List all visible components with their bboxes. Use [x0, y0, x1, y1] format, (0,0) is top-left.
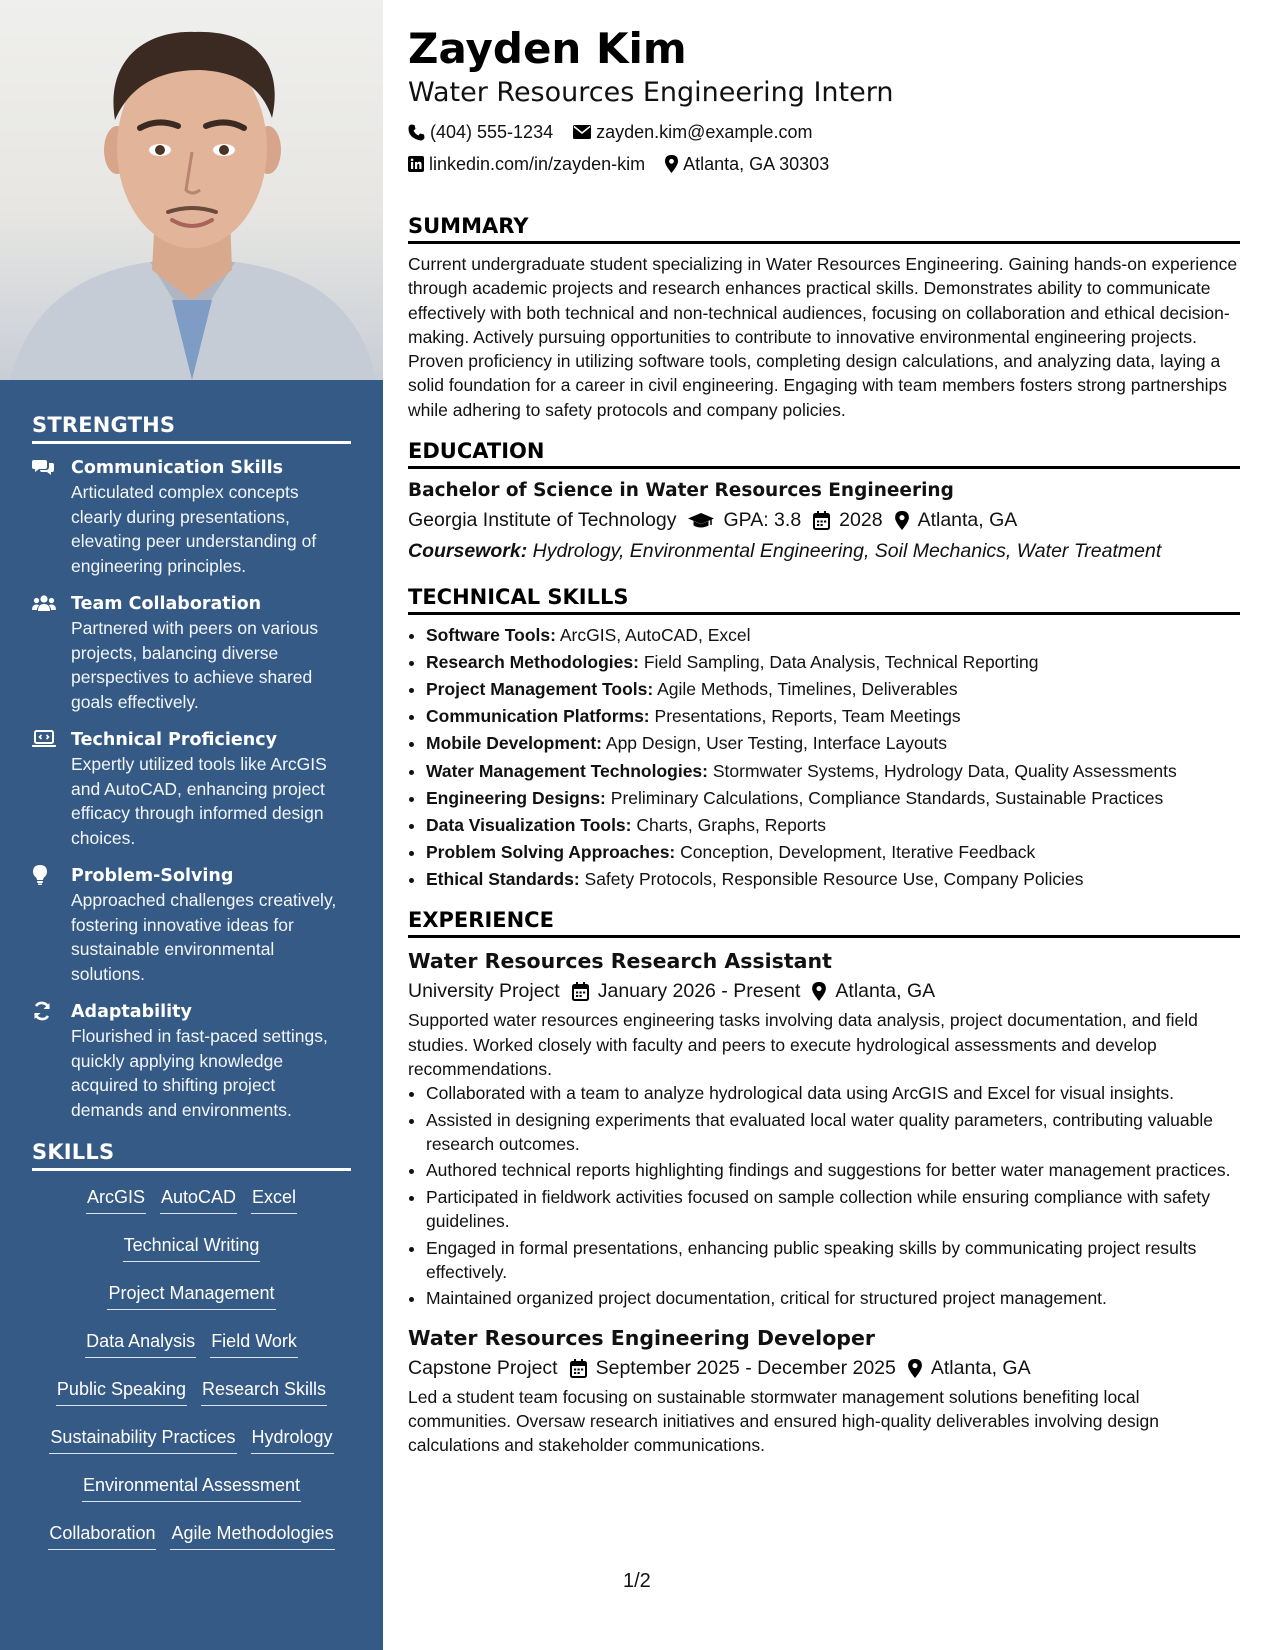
org-text: University Project [408, 980, 560, 1003]
skill-value: Conception, Development, Iterative Feedback [680, 841, 1036, 862]
phone-contact [408, 116, 553, 148]
school-text: Georgia Institute of Technology [408, 509, 677, 532]
list-item: • Collaborated with a team to analyze hydrological data using ArcGIS and Excel for visual insights. [426, 1081, 1240, 1105]
skill-label: Water Management Technologies: [426, 760, 708, 781]
location-contact [665, 148, 829, 180]
calendar-icon [813, 511, 830, 530]
degree-title: Bachelor of Science in Water Resources Engineering [408, 480, 954, 502]
strength-title: Technical Proficiency [71, 730, 277, 750]
skill-value: App Design, User Testing, Interface Layouts [605, 733, 948, 754]
job-location-item [812, 976, 935, 1007]
skills-cloud [32, 1183, 351, 1550]
strength-item [32, 1000, 351, 1122]
map-marker-icon [812, 982, 826, 1001]
education-heading: EDUCATION [408, 439, 1240, 469]
profile-photo [0, 0, 383, 380]
skill-value: Charts, Graphs, Reports [636, 814, 827, 835]
job-dates-item [572, 976, 801, 1007]
list-item [426, 623, 1240, 647]
job-title: Water Resources Engineering Developer [408, 1325, 875, 1350]
strength-title: Adaptability [71, 1002, 192, 1022]
list-item [426, 759, 1240, 783]
strength-description: Approached challenges creatively, fostering innovative ideas for sustainable environmental solutions. [71, 890, 337, 984]
job-meta [408, 1353, 1240, 1384]
calendar-icon [570, 1359, 587, 1378]
skill-label: Engineering Designs: [426, 787, 606, 808]
list-item [426, 813, 1240, 837]
strength-description: Flourished in fast-paced settings, quickly applying knowledge acquired to shifting project demands and environments. [71, 1026, 328, 1120]
list-item: • Assisted in designing experiments that evaluated local water quality parameters, contributing valuable research outcomes. [426, 1108, 1240, 1157]
strength-description: Expertly utilized tools like ArcGIS and AutoCAD, enhancing project efficacy through informed design choices. [71, 754, 327, 848]
skill-value: Stormwater Systems, Hydrology Data, Quality Assessments [712, 760, 1177, 781]
list-item [426, 650, 1240, 674]
main-content [408, 22, 1240, 1458]
graduation-cap-icon [688, 512, 714, 530]
skill-tag: Public Speaking [56, 1375, 187, 1406]
gpa-item [688, 505, 801, 536]
skill-tag: Project Management [107, 1279, 275, 1310]
technical-skills-section [408, 585, 1240, 891]
coursework-label: Coursework: [408, 540, 528, 563]
experience-section [408, 908, 1240, 1457]
list-item [426, 867, 1240, 891]
candidate-name: Zayden Kim [408, 24, 687, 73]
skill-label: Research Methodologies: [426, 652, 639, 673]
job-meta [408, 976, 1240, 1007]
comments-icon [32, 457, 56, 477]
skill-label: Project Management Tools: [426, 679, 654, 700]
phone-icon [408, 124, 425, 141]
strength-title: Team Collaboration [71, 594, 262, 614]
list-item: • Maintained organized project documentation, critical for structured project management. [426, 1286, 1240, 1310]
skill-tag: Technical Writing [123, 1231, 261, 1262]
strength-item [32, 728, 351, 850]
strength-title: Communication Skills [71, 458, 284, 478]
skill-tag: ArcGIS [86, 1183, 146, 1214]
list-item: • Authored technical reports highlighting findings and suggestions for better water management practices. [426, 1158, 1240, 1182]
skill-label: Communication Platforms: [426, 706, 650, 727]
skill-label: Data Visualization Tools: [426, 814, 632, 835]
strength-item [32, 864, 351, 986]
skill-label: Software Tools: [426, 625, 556, 646]
strength-title: Problem-Solving [71, 866, 234, 886]
skill-tag: Research Skills [201, 1375, 327, 1406]
job-summary: Supported water resources engineering tasks involving data analysis, project documentation, and field studies. Worked closely with faculty and peers to execute hydrological assessments and develop recommendations. [408, 1010, 1198, 1079]
skill-tag: Agile Methodologies [170, 1519, 334, 1550]
skill-label: Mobile Development: [426, 733, 602, 754]
summary-section [408, 214, 1240, 422]
list-item [426, 786, 1240, 810]
job-location-item [908, 1353, 1031, 1384]
contact-row-2 [408, 148, 1240, 180]
year-item [813, 505, 882, 536]
job-dates: January 2026 - Present [597, 980, 801, 1003]
sync-icon [32, 1001, 56, 1021]
job-location: Atlanta, GA [835, 980, 936, 1003]
skill-tag: Field Work [210, 1327, 298, 1358]
email-contact[interactable] [573, 116, 812, 148]
skill-value: Safety Protocols, Responsible Resource Use, Company Policies [584, 868, 1084, 889]
job-location: Atlanta, GA [930, 1356, 1031, 1379]
skill-tag: AutoCAD [160, 1183, 237, 1214]
users-icon [32, 593, 56, 613]
skill-value: Agile Methods, Timelines, Deliverables [657, 679, 958, 700]
map-marker-icon [665, 155, 678, 173]
skill-tag: Excel [251, 1183, 297, 1214]
school-name [408, 505, 676, 536]
envelope-icon [573, 125, 591, 139]
edu-location-item [895, 505, 1018, 536]
strength-description: Partnered with peers on various projects, balancing diverse perspectives to achieve shared goals effectively. [71, 618, 319, 712]
edu-location: Atlanta, GA [917, 509, 1018, 532]
gpa-text: GPA: 3.8 [723, 509, 802, 532]
org-text: Capstone Project [408, 1356, 558, 1379]
job-org [408, 976, 560, 1007]
sidebar [0, 0, 383, 1650]
laptop-code-icon [32, 729, 56, 749]
job-org [408, 1353, 558, 1384]
education-section [408, 439, 1240, 566]
list-item [426, 677, 1240, 701]
linkedin-icon [408, 156, 424, 172]
lightbulb-icon [32, 865, 56, 885]
skill-tag: Hydrology [251, 1423, 334, 1454]
contact-row [408, 116, 1240, 148]
graduation-year: 2028 [839, 509, 883, 532]
job-bullets [408, 1081, 1240, 1311]
summary-heading: SUMMARY [408, 214, 1240, 244]
coursework [408, 536, 1240, 566]
skills-heading: SKILLS [32, 1140, 351, 1171]
strengths-heading: STRENGTHS [32, 413, 351, 444]
location-text: Atlanta, GA 30303 [683, 154, 830, 174]
summary-text: Current undergraduate student specializing in Water Resources Engineering. Gaining hands-on experience through academic projects and research enhances practical skills. Demonstrates ability to communicate effectively with both technical and non-technical audiences, focusing on collaboration and ethical decision-making. Actively pursuing opportunities to contribute to innovative environmental engineering projects. Proven proficiency in utilizing software tools, completing design calculations, and analyzing data, laying a solid foundation for a career in civil engineering. Engaging with team members fosters strong partnerships while adhering to safety protocols and company policies. [408, 254, 1238, 420]
job-title: Water Resources Research Assistant [408, 949, 832, 974]
skill-tag: Collaboration [48, 1519, 156, 1550]
skill-value: ArcGIS, AutoCAD, Excel [559, 625, 751, 646]
candidate-role: Water Resources Engineering Intern [408, 77, 894, 108]
email-address: zayden.kim@example.com [596, 122, 813, 142]
list-item [426, 731, 1240, 755]
map-marker-icon [895, 511, 909, 530]
skill-value: Field Sampling, Data Analysis, Technical Reporting [643, 652, 1039, 673]
skill-value: Presentations, Reports, Team Meetings [654, 706, 961, 727]
page-number: 1/2 [623, 1570, 651, 1592]
technical-skills-heading: TECHNICAL SKILLS [408, 585, 1240, 615]
job-entry [408, 946, 1240, 1311]
education-meta [408, 505, 1240, 536]
calendar-icon [572, 982, 589, 1001]
strength-item [32, 592, 351, 714]
strength-item [32, 456, 351, 578]
map-marker-icon [908, 1359, 922, 1378]
list-item [426, 704, 1240, 728]
skill-label: Ethical Standards: [426, 868, 580, 889]
linkedin-url: linkedin.com/in/zayden-kim [429, 154, 646, 174]
skill-tag: Data Analysis [85, 1327, 196, 1358]
list-item: • Participated in fieldwork activities focused on sample collection while ensuring compliance with safety guidelines. [426, 1185, 1240, 1234]
experience-heading: EXPERIENCE [408, 908, 1240, 938]
phone-number: (404) 555-1234 [430, 122, 554, 142]
skill-value: Preliminary Calculations, Compliance Standards, Sustainable Practices [610, 787, 1164, 808]
technical-skills-list [408, 623, 1240, 891]
list-item [426, 840, 1240, 864]
job-summary: Led a student team focusing on sustainable stormwater management solutions benefiting local communities. Oversaw research initiatives and ensured high-quality deliverables involving design calculations and stakeholder communications. [408, 1386, 1159, 1456]
job-entry [408, 1323, 1240, 1458]
job-dates-item [570, 1353, 896, 1384]
skill-tag: Environmental Assessment [82, 1471, 301, 1502]
skill-label: Problem Solving Approaches: [426, 841, 676, 862]
linkedin-contact[interactable] [408, 148, 645, 180]
skill-tag: Sustainability Practices [49, 1423, 236, 1454]
coursework-list: Hydrology, Environmental Engineering, Soil Mechanics, Water Treatment [532, 540, 1162, 563]
list-item: • Engaged in formal presentations, enhancing public speaking skills by communicating project results effectively. [426, 1236, 1240, 1285]
job-dates: September 2025 - December 2025 [595, 1356, 896, 1379]
strength-description: Articulated complex concepts clearly during presentations, elevating peer understanding of engineering principles. [71, 482, 317, 576]
